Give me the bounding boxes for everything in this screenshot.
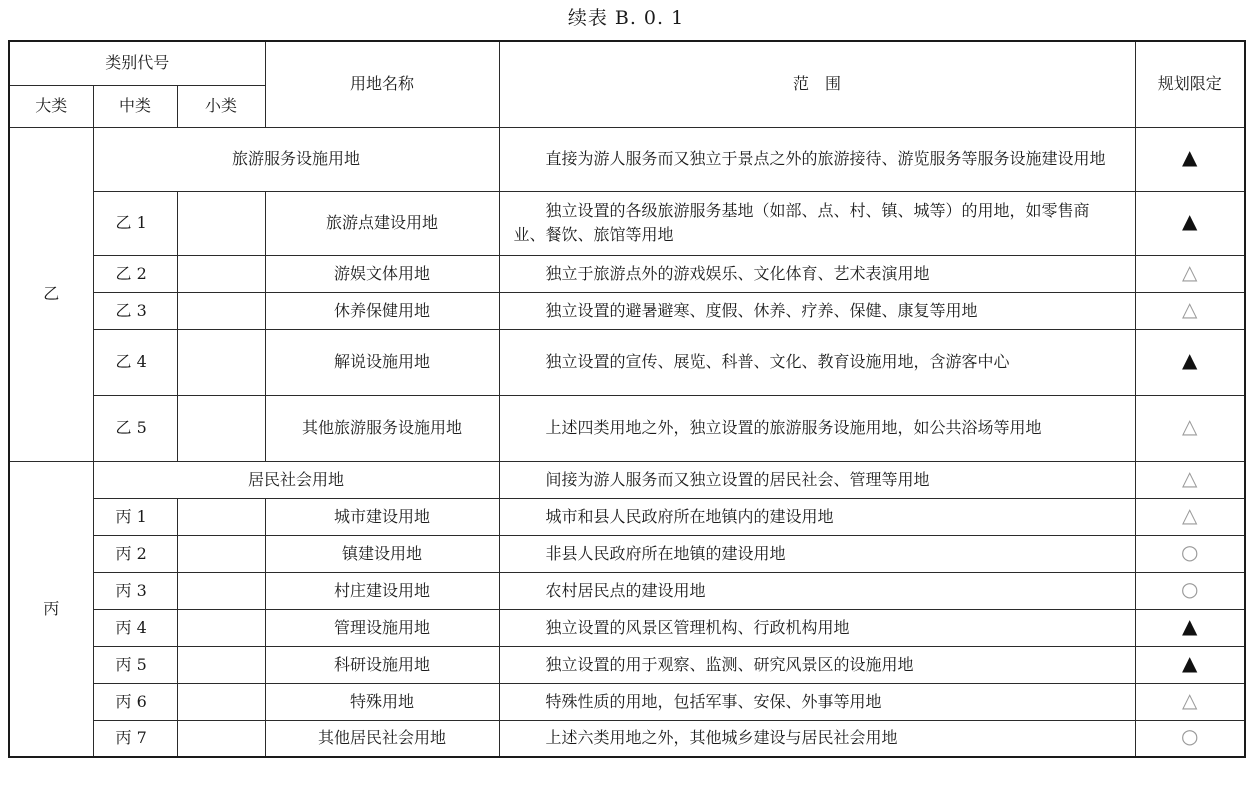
minor-code-cell [177, 646, 265, 683]
scope-cell: 非县人民政府所在地镇的建设用地 [499, 535, 1135, 572]
open-circle-icon: ○ [1181, 539, 1199, 564]
table-row [9, 720, 1245, 757]
scope-cell: 独立设置的用于观察、监测、研究风景区的设施用地 [499, 646, 1135, 683]
medium-code-cell: 丙 2 [93, 535, 177, 572]
land-name-cell: 其他居民社会用地 [265, 720, 499, 757]
header-land-name: 用地名称 [265, 41, 499, 127]
medium-code-cell: 丙 7 [93, 720, 177, 757]
land-name-cell: 科研设施用地 [265, 646, 499, 683]
group-name-cell: 旅游服务设施用地 [93, 127, 499, 191]
medium-code-cell: 乙 3 [93, 292, 177, 329]
minor-code-cell [177, 498, 265, 535]
minor-code-cell [177, 329, 265, 395]
limit-cell [1135, 292, 1245, 329]
medium-code-cell: 丙 6 [93, 683, 177, 720]
limit-cell [1135, 720, 1245, 757]
limit-cell [1135, 646, 1245, 683]
solid-triangle-icon: ▲ [1182, 650, 1198, 675]
table-row [9, 395, 1245, 461]
medium-code-cell: 乙 2 [93, 255, 177, 292]
medium-code-cell: 丙 4 [93, 609, 177, 646]
scope-cell: 特殊性质的用地，包括军事、安保、外事等用地 [499, 683, 1135, 720]
table-row [9, 191, 1245, 255]
scope-cell: 独立设置的避暑避寒、度假、休养、疗养、保健、康复等用地 [499, 292, 1135, 329]
major-category-cell: 乙 [9, 127, 93, 461]
limit-cell [1135, 535, 1245, 572]
scope-cell: 农村居民点的建设用地 [499, 572, 1135, 609]
medium-code-cell: 乙 5 [93, 395, 177, 461]
header-scope: 范 围 [499, 41, 1135, 127]
minor-code-cell [177, 292, 265, 329]
scope-cell: 独立设置的宣传、展览、科普、文化、教育设施用地，含游客中心 [499, 329, 1135, 395]
solid-triangle-icon: ▲ [1182, 348, 1198, 372]
open-triangle-icon: △ [1182, 296, 1198, 321]
open-triangle-icon: △ [1182, 465, 1198, 490]
major-category-cell: 丙 [9, 461, 93, 757]
header-major: 大类 [9, 85, 93, 127]
land-name-cell: 镇建设用地 [265, 535, 499, 572]
land-name-cell: 其他旅游服务设施用地 [265, 395, 499, 461]
table-row [9, 127, 1245, 191]
open-triangle-icon: △ [1182, 414, 1198, 438]
scope-cell: 独立于旅游点外的游戏娱乐、文化体育、艺术表演用地 [499, 255, 1135, 292]
medium-code-cell: 丙 3 [93, 572, 177, 609]
medium-code-cell: 乙 1 [93, 191, 177, 255]
solid-triangle-icon: ▲ [1182, 209, 1198, 233]
limit-cell [1135, 395, 1245, 461]
table-row [9, 255, 1245, 292]
minor-code-cell [177, 395, 265, 461]
land-use-table [8, 40, 1246, 758]
solid-triangle-icon: ▲ [1182, 613, 1198, 638]
land-name-cell: 管理设施用地 [265, 609, 499, 646]
limit-cell [1135, 127, 1245, 191]
header-limit: 规划限定 [1135, 41, 1245, 127]
header-category-code: 类别代号 [9, 41, 265, 85]
limit-cell [1135, 255, 1245, 292]
land-name-cell: 解说设施用地 [265, 329, 499, 395]
header-medium: 中类 [93, 85, 177, 127]
group-name-cell: 居民社会用地 [93, 461, 499, 498]
minor-code-cell [177, 535, 265, 572]
solid-triangle-icon: ▲ [1182, 145, 1198, 169]
open-triangle-icon: △ [1182, 687, 1198, 712]
minor-code-cell [177, 572, 265, 609]
table-row [9, 646, 1245, 683]
scope-cell: 上述六类用地之外，其他城乡建设与居民社会用地 [499, 720, 1135, 757]
scope-cell: 独立设置的风景区管理机构、行政机构用地 [499, 609, 1135, 646]
table-row [9, 461, 1245, 498]
land-name-cell: 休养保健用地 [265, 292, 499, 329]
limit-cell [1135, 683, 1245, 720]
scope-cell: 独立设置的各级旅游服务基地（如部、点、村、镇、城等）的用地，如零售商业、餐饮、旅馆等用地 [499, 191, 1135, 255]
table-row [9, 292, 1245, 329]
limit-cell [1135, 191, 1245, 255]
limit-cell [1135, 461, 1245, 498]
minor-code-cell [177, 255, 265, 292]
land-name-cell: 游娱文体用地 [265, 255, 499, 292]
land-name-cell: 城市建设用地 [265, 498, 499, 535]
minor-code-cell [177, 191, 265, 255]
table-row [9, 683, 1245, 720]
medium-code-cell: 丙 5 [93, 646, 177, 683]
land-name-cell: 特殊用地 [265, 683, 499, 720]
limit-cell [1135, 572, 1245, 609]
scope-cell: 城市和县人民政府所在地镇内的建设用地 [499, 498, 1135, 535]
medium-code-cell: 丙 1 [93, 498, 177, 535]
limit-cell [1135, 329, 1245, 395]
limit-cell [1135, 609, 1245, 646]
limit-cell [1135, 498, 1245, 535]
group-scope-cell: 间接为游人服务而又独立设置的居民社会、管理等用地 [499, 461, 1135, 498]
medium-code-cell: 乙 4 [93, 329, 177, 395]
minor-code-cell [177, 720, 265, 757]
minor-code-cell [177, 683, 265, 720]
table-row [9, 329, 1245, 395]
table-row [9, 572, 1245, 609]
open-circle-icon: ○ [1181, 724, 1199, 749]
open-triangle-icon: △ [1182, 502, 1198, 527]
header-minor: 小类 [177, 85, 265, 127]
open-triangle-icon: △ [1182, 259, 1198, 284]
open-circle-icon: ○ [1181, 576, 1199, 601]
table-row [9, 498, 1245, 535]
group-scope-cell: 直接为游人服务而又独立于景点之外的旅游接待、游览服务等服务设施建设用地 [499, 127, 1135, 191]
scope-cell: 上述四类用地之外，独立设置的旅游服务设施用地，如公共浴场等用地 [499, 395, 1135, 461]
land-name-cell: 村庄建设用地 [265, 572, 499, 609]
table-row [9, 609, 1245, 646]
table-title: 续表 B. 0. 1 [567, 7, 685, 29]
land-name-cell: 旅游点建设用地 [265, 191, 499, 255]
table-row [9, 535, 1245, 572]
minor-code-cell [177, 609, 265, 646]
